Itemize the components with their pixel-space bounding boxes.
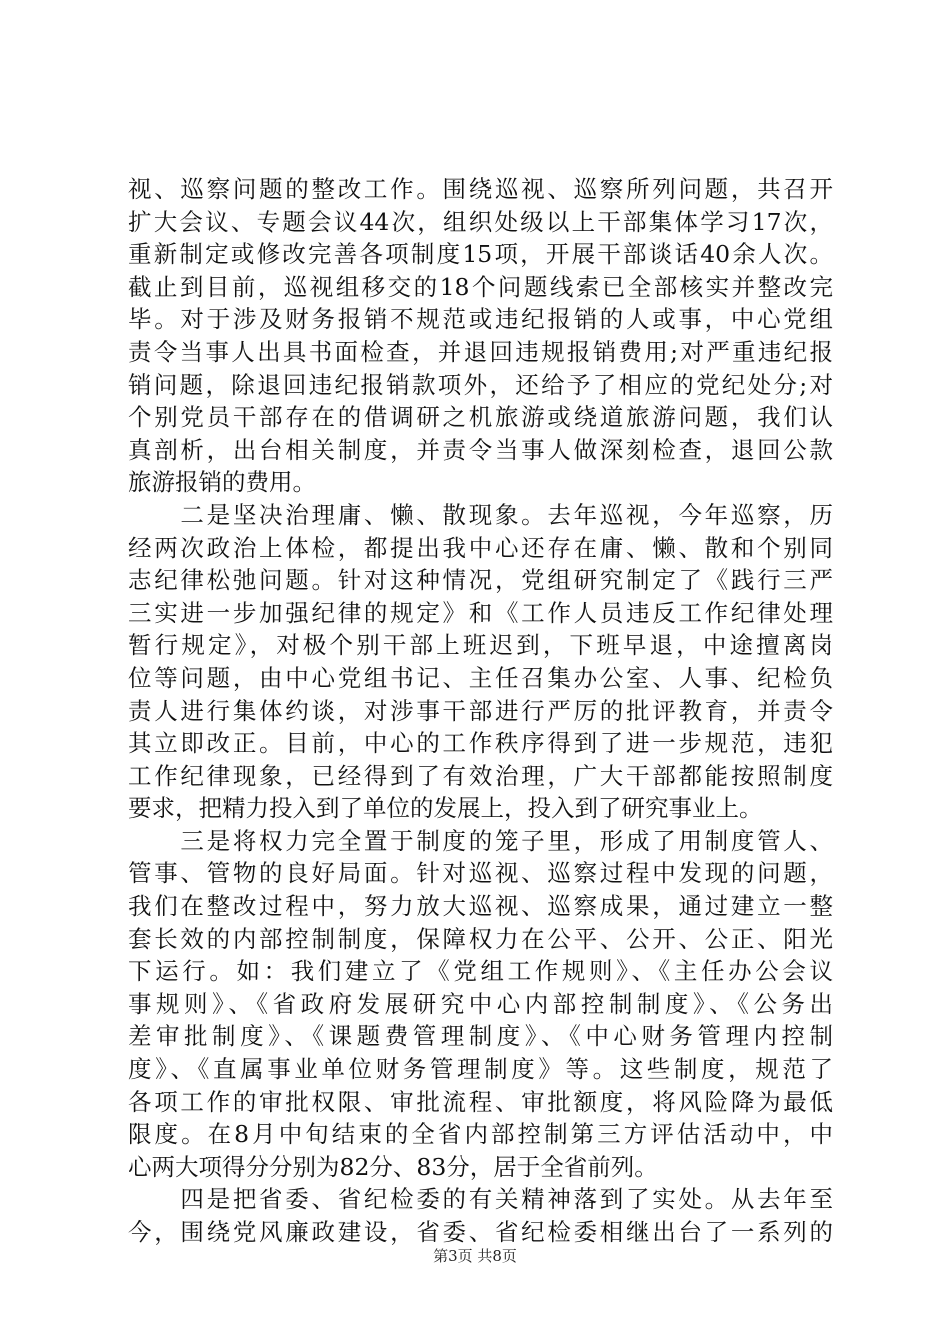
text-line: 截止到目前，巡视组移交的18个问题线索已全部核实并整改完 <box>128 272 833 301</box>
text-line: 度》、《直属事业单位财务管理制度》等。这些制度，规范了 <box>128 1055 833 1084</box>
text-line: 三实进一步加强纪律的规定》和《工作人员违反工作纪律处理 <box>128 598 833 627</box>
text-line: 二是坚决治理庸、懒、散现象。去年巡视，今年巡察，历 <box>128 500 833 529</box>
text-line: 各项工作的审批权限、审批流程、审批额度，将风险降为最低 <box>128 1087 833 1116</box>
text-line: 位等问题，由中心党组书记、主任召集办公室、人事、纪检负 <box>128 663 833 692</box>
text-line: 三是将权力完全置于制度的笼子里，形成了用制度管人、 <box>128 826 833 855</box>
text-line: 要求，把精力投入到了单位的发展上，投入到了研究事业上。 <box>128 794 763 823</box>
text-line: 责令当事人出具书面检查，并退回违规报销费用;对严重违纪报 <box>128 337 833 366</box>
text-line: 下运行。如：我们建立了《党组工作规则》、《主任办公会议 <box>128 957 833 986</box>
text-line: 经两次政治上体检，都提出我中心还存在庸、懒、散和个别同 <box>128 533 833 562</box>
text-line: 心两大项得分分别为82分、83分，居于全省前列。 <box>128 1152 658 1181</box>
text-line: 今，围绕党风廉政建设，省委、省纪检委相继出台了一系列的 <box>128 1218 833 1246</box>
text-line: 套长效的内部控制制度，保障权力在公平、公开、公正、阳光 <box>128 924 833 953</box>
text-line: 扩大会议、专题会议44次，组织处级以上干部集体学习17次， <box>128 207 833 236</box>
text-line: 个别党员干部存在的借调研之机旅游或绕道旅游问题，我们认 <box>128 403 833 432</box>
page-footer: 第3页 共8页 <box>433 1247 517 1265</box>
text-line: 责人进行集体约谈，对涉事干部进行严厉的批评教育，并责令 <box>128 696 833 725</box>
text-line: 暂行规定》，对极个别干部上班迟到，下班早退，中途擅离岗 <box>128 631 833 660</box>
text-line: 志纪律松弛问题。针对这种情况，党组研究制定了《践行三严 <box>128 566 833 595</box>
text-line: 毕。对于涉及财务报销不规范或违纪报销的人或事，中心党组 <box>128 305 833 334</box>
text-line: 差审批制度》、《课题费管理制度》、《中心财务管理内控制 <box>128 1022 833 1051</box>
text-line: 事规则》、《省政府发展研究中心内部控制制度》、《公务出 <box>128 989 833 1018</box>
text-line: 视、巡察问题的整改工作。围绕巡视、巡察所列问题，共召开 <box>128 175 833 203</box>
document-body <box>128 173 833 1249</box>
text-line: 销问题，除退回违纪报销款项外，还给予了相应的党纪处分;对 <box>128 370 833 399</box>
text-line: 我们在整改过程中，努力放大巡视、巡察成果，通过建立一整 <box>128 892 833 921</box>
text-line: 真剖析，出台相关制度，并责令当事人做深刻检查，退回公款 <box>128 435 833 464</box>
text-line: 重新制定或修改完善各项制度15项，开展干部谈话40余人次。 <box>128 240 833 269</box>
text-line: 工作纪律现象，已经得到了有效治理，广大干部都能按照制度 <box>128 761 833 790</box>
text-line: 四是把省委、省纪检委的有关精神落到了实处。从去年至 <box>128 1185 833 1214</box>
text-line: 限度。在8月中旬结束的全省内部控制第三方评估活动中，中 <box>128 1120 833 1149</box>
text-line: 其立即改正。目前，中心的工作秩序得到了进一步规范，违犯 <box>128 729 833 758</box>
text-line: 管事、管物的良好局面。针对巡视、巡察过程中发现的问题， <box>128 859 833 888</box>
text-line: 旅游报销的费用。 <box>128 468 316 497</box>
